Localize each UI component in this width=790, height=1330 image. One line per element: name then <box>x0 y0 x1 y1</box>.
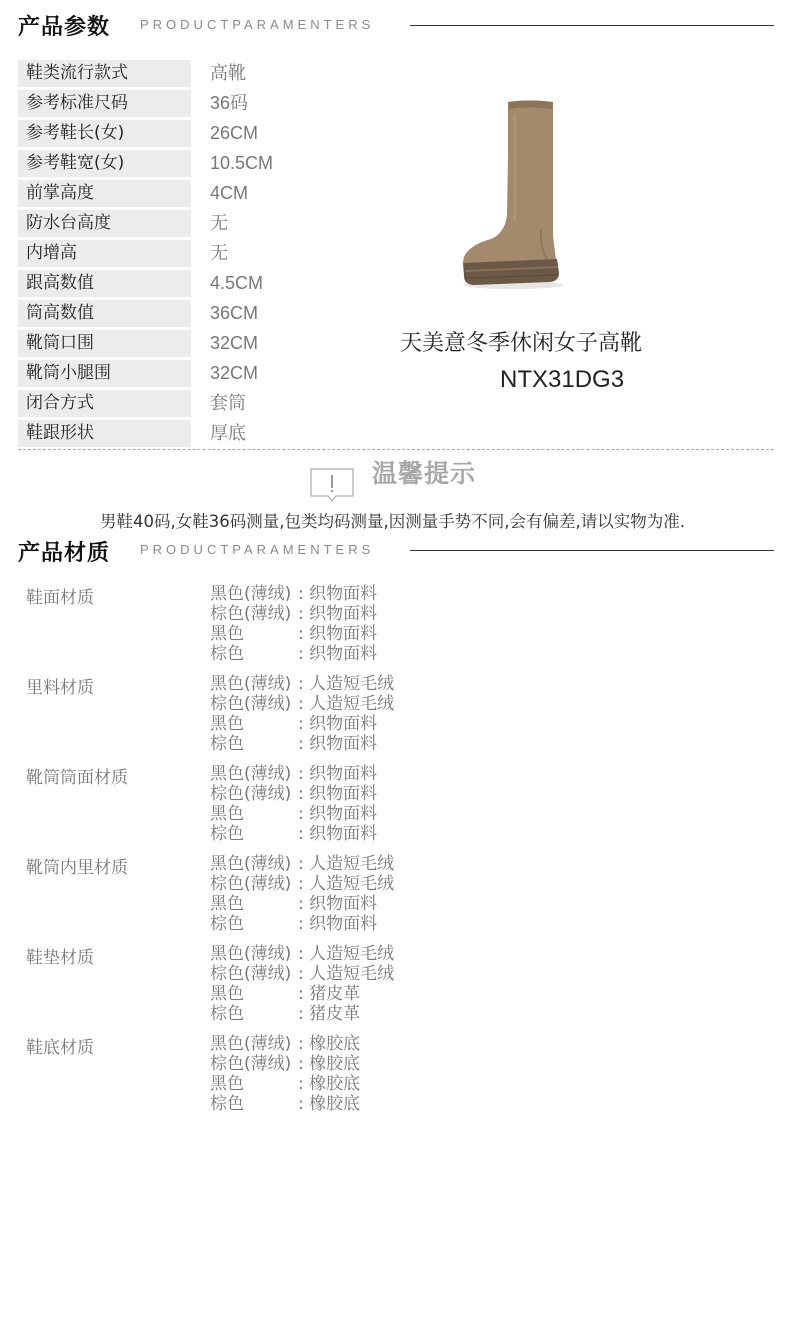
material-color: 棕色(薄绒) <box>210 604 292 624</box>
material-value: 织物面料 <box>309 624 378 644</box>
section-divider <box>410 550 774 551</box>
material-line <box>210 624 377 644</box>
product-name: 天美意冬季休闲女子高靴 <box>400 331 643 356</box>
material-separator: : <box>298 1074 310 1094</box>
material-color: 棕色 <box>210 914 244 934</box>
material-separator: : <box>298 734 310 754</box>
param-label: 闭合方式 <box>18 390 191 417</box>
material-separator: : <box>298 804 310 824</box>
product-code: NTX31DG3 <box>500 366 625 393</box>
param-label: 参考鞋长(女) <box>18 120 191 147</box>
param-value: 无 <box>210 213 228 233</box>
material-group-lines <box>210 944 394 1024</box>
material-value: 织物面料 <box>309 604 378 624</box>
material-line <box>210 1054 360 1074</box>
material-value: 织物面料 <box>309 734 378 754</box>
param-value: 4CM <box>210 183 249 203</box>
param-value: 4.5CM <box>210 273 264 293</box>
material-color: 棕色 <box>210 824 244 844</box>
tip-text: 男鞋40码,女鞋36码测量,包类均码测量,因测量手势不同,会有偏差,请以实物为准. <box>100 512 685 531</box>
material-line <box>210 1034 360 1054</box>
material-line <box>210 764 377 784</box>
material-group-lines <box>210 854 394 934</box>
material-line <box>210 824 377 844</box>
material-separator: : <box>298 894 310 914</box>
material-line <box>210 734 394 754</box>
material-line <box>210 644 377 664</box>
material-color: 棕色 <box>210 644 244 664</box>
material-color: 棕色(薄绒) <box>210 874 292 894</box>
material-color: 黑色(薄绒) <box>210 764 292 784</box>
param-value: 36CM <box>210 303 259 323</box>
material-group-lines <box>210 674 394 754</box>
material-separator: : <box>298 714 310 734</box>
param-label: 鞋类流行款式 <box>18 60 191 87</box>
material-separator: : <box>298 1054 310 1074</box>
material-value: 织物面料 <box>309 824 378 844</box>
material-value: 织物面料 <box>309 784 378 804</box>
material-line <box>210 694 394 714</box>
section-title-params: 产品参数 <box>18 15 111 40</box>
tall-boot-icon <box>455 95 570 295</box>
material-color: 黑色(薄绒) <box>210 584 292 604</box>
material-color: 黑色(薄绒) <box>210 674 292 694</box>
param-label: 防水台高度 <box>18 210 191 237</box>
material-line <box>210 714 394 734</box>
material-line <box>210 874 394 894</box>
material-color: 棕色(薄绒) <box>210 1054 292 1074</box>
material-group-lines <box>210 1034 360 1114</box>
material-group-label: 靴筒筒面材质 <box>26 768 128 788</box>
param-value: 32CM <box>210 363 259 383</box>
param-label: 靴筒口围 <box>18 330 191 357</box>
material-line <box>210 944 394 964</box>
material-line <box>210 674 394 694</box>
section-divider <box>410 25 774 26</box>
param-label: 筒高数值 <box>18 300 191 327</box>
material-line <box>210 604 377 624</box>
material-separator: : <box>298 914 310 934</box>
material-value: 织物面料 <box>309 914 378 934</box>
material-value: 橡胶底 <box>309 1094 361 1114</box>
material-separator: : <box>298 644 310 664</box>
material-value: 织物面料 <box>309 584 378 604</box>
material-value: 人造短毛绒 <box>309 964 395 984</box>
material-value: 人造短毛绒 <box>309 944 395 964</box>
material-color: 棕色 <box>210 734 244 754</box>
param-value: 高靴 <box>210 63 246 83</box>
material-separator: : <box>298 1094 310 1114</box>
material-value: 橡胶底 <box>309 1074 361 1094</box>
material-separator: : <box>298 604 310 624</box>
material-line <box>210 854 394 874</box>
material-line <box>210 914 394 934</box>
material-value: 织物面料 <box>309 894 378 914</box>
material-separator: : <box>298 584 310 604</box>
param-label: 鞋跟形状 <box>18 420 191 447</box>
material-line <box>210 1074 360 1094</box>
material-value: 织物面料 <box>309 804 378 824</box>
section-subtitle-params: PRODUCTPARAMENTERS <box>140 17 375 32</box>
material-group-label: 里料材质 <box>26 678 94 698</box>
material-separator: : <box>298 874 310 894</box>
param-value: 32CM <box>210 333 259 353</box>
material-line <box>210 1004 394 1024</box>
section-subtitle-materials: PRODUCTPARAMENTERS <box>140 542 375 557</box>
material-separator: : <box>298 1034 310 1054</box>
material-separator: : <box>298 694 310 714</box>
material-color: 棕色(薄绒) <box>210 784 292 804</box>
material-color: 黑色 <box>210 894 244 914</box>
material-line <box>210 984 394 1004</box>
material-group-label: 鞋面材质 <box>26 588 94 608</box>
section-title-materials: 产品材质 <box>18 541 111 566</box>
material-value: 织物面料 <box>309 764 378 784</box>
material-value: 人造短毛绒 <box>309 854 395 874</box>
material-separator: : <box>298 984 310 1004</box>
material-color: 黑色(薄绒) <box>210 1034 292 1054</box>
material-value: 人造短毛绒 <box>309 674 395 694</box>
material-group-lines <box>210 584 377 664</box>
param-label: 靴筒小腿围 <box>18 360 191 387</box>
tip-title: 温馨提示 <box>372 459 477 488</box>
material-group-label: 靴筒内里材质 <box>26 858 128 878</box>
material-color: 棕色(薄绒) <box>210 694 292 714</box>
material-separator: : <box>298 964 310 984</box>
material-group-lines <box>210 764 377 844</box>
material-value: 橡胶底 <box>309 1034 361 1054</box>
material-separator: : <box>298 854 310 874</box>
material-value: 橡胶底 <box>309 1054 361 1074</box>
material-color: 黑色 <box>210 1074 244 1094</box>
material-separator: : <box>298 944 310 964</box>
material-line <box>210 894 394 914</box>
material-separator: : <box>298 784 310 804</box>
material-color: 黑色 <box>210 804 244 824</box>
material-color: 黑色 <box>210 714 244 734</box>
material-color: 棕色 <box>210 1094 244 1114</box>
param-value: 26CM <box>210 123 259 143</box>
material-color: 黑色 <box>210 984 244 1004</box>
material-group-label: 鞋底材质 <box>26 1038 94 1058</box>
material-value: 织物面料 <box>309 644 378 664</box>
param-value: 无 <box>210 243 228 263</box>
param-value: 36码 <box>210 93 249 113</box>
param-label: 内增高 <box>18 240 191 267</box>
material-line <box>210 964 394 984</box>
param-label: 前掌高度 <box>18 180 191 207</box>
param-label: 参考标准尺码 <box>18 90 191 117</box>
material-value: 人造短毛绒 <box>309 874 395 894</box>
material-value: 织物面料 <box>309 714 378 734</box>
param-value: 套筒 <box>210 393 246 413</box>
material-color: 棕色 <box>210 1004 244 1024</box>
material-value: 人造短毛绒 <box>309 694 395 714</box>
material-line <box>210 584 377 604</box>
material-group-label: 鞋垫材质 <box>26 948 94 968</box>
material-line <box>210 784 377 804</box>
material-value: 猪皮革 <box>309 984 361 1004</box>
material-color: 黑色(薄绒) <box>210 854 292 874</box>
material-line <box>210 1094 360 1114</box>
material-line <box>210 804 377 824</box>
material-separator: : <box>298 1004 310 1024</box>
material-separator: : <box>298 764 310 784</box>
param-value: 10.5CM <box>210 153 274 173</box>
param-label: 参考鞋宽(女) <box>18 150 191 177</box>
material-color: 黑色(薄绒) <box>210 944 292 964</box>
dashed-divider <box>18 449 774 450</box>
material-separator: : <box>298 624 310 644</box>
exclamation-bubble-icon <box>310 468 354 502</box>
material-color: 棕色(薄绒) <box>210 964 292 984</box>
material-separator: : <box>298 674 310 694</box>
param-label: 跟高数值 <box>18 270 191 297</box>
material-separator: : <box>298 824 310 844</box>
material-value: 猪皮革 <box>309 1004 361 1024</box>
param-value: 厚底 <box>210 423 246 443</box>
material-color: 黑色 <box>210 624 244 644</box>
